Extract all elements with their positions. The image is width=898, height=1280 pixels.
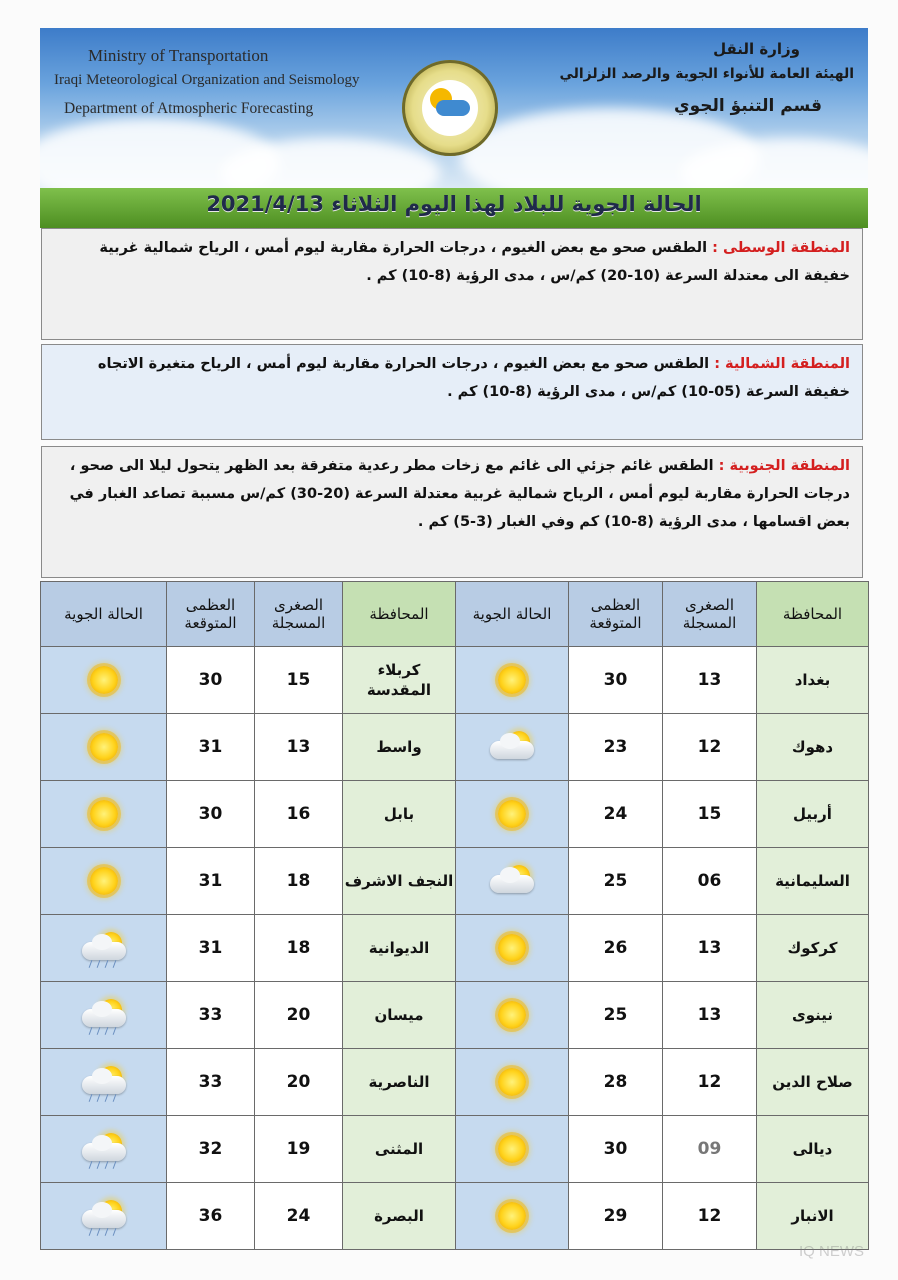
province-name-cell: كركوك xyxy=(757,915,869,982)
sun-icon xyxy=(74,792,134,836)
weather-icon-cell xyxy=(41,781,167,848)
header-max-right: العظمى المتوقعة xyxy=(569,582,663,647)
region-south-label: المنطقة الجنوبية : xyxy=(718,458,850,474)
max-temp-cell: 29 xyxy=(569,1183,663,1250)
region-north-box xyxy=(41,344,863,440)
min-temp-cell: 13 xyxy=(255,714,343,781)
weather-icon-cell xyxy=(456,982,569,1049)
table-row xyxy=(41,647,869,714)
header-province-left: المحافظة xyxy=(343,582,456,647)
max-temp-cell: 31 xyxy=(167,915,255,982)
region-north-text: الطقس صحو مع بعض الغيوم ، درجات الحرارة مقاربة ليوم أمس ، الرياح متغيرة الاتجاه خفيفة السرعة (05-10) كم/س ، مدى الرؤية (8-10) كم . xyxy=(97,356,850,400)
region-south-box xyxy=(41,446,863,578)
min-temp-cell: 24 xyxy=(255,1183,343,1250)
min-temp-cell: 20 xyxy=(255,1049,343,1116)
province-name-cell: واسط xyxy=(343,714,456,781)
min-temp-cell: 18 xyxy=(255,915,343,982)
province-name-cell: دهوك xyxy=(757,714,869,781)
weather-icon-cell xyxy=(41,915,167,982)
min-temp-cell: 06 xyxy=(663,848,757,915)
header-province-right: المحافظة xyxy=(757,582,869,647)
weather-icon-cell xyxy=(41,982,167,1049)
province-name-cell: النجف الاشرف xyxy=(343,848,456,915)
weather-icon-cell xyxy=(456,781,569,848)
province-name-cell: كربلاء المقدسة xyxy=(343,647,456,714)
max-temp-cell: 30 xyxy=(569,647,663,714)
province-name-cell: البصرة xyxy=(343,1183,456,1250)
ministry-name-ar: وزارة النقل xyxy=(713,40,800,58)
weather-icon-cell xyxy=(456,1116,569,1183)
cloud-rain-sun-icon xyxy=(74,1194,134,1238)
province-name-cell: الانبار xyxy=(757,1183,869,1250)
min-temp-cell: 16 xyxy=(255,781,343,848)
partly-cloudy-icon xyxy=(482,859,542,903)
max-temp-cell: 25 xyxy=(569,982,663,1049)
organization-name-ar: الهيئة العامة للأنواء الجوية والرصد الزلزالي xyxy=(559,66,854,82)
province-name-cell: الناصرية xyxy=(343,1049,456,1116)
max-temp-cell: 24 xyxy=(569,781,663,848)
weather-icon-cell xyxy=(41,848,167,915)
region-central-label: المنطقة الوسطى : xyxy=(712,240,850,256)
weather-icon-cell xyxy=(456,1183,569,1250)
max-temp-cell: 30 xyxy=(569,1116,663,1183)
max-temp-cell: 32 xyxy=(167,1116,255,1183)
min-temp-cell: 12 xyxy=(663,714,757,781)
max-temp-cell: 30 xyxy=(167,781,255,848)
province-name-cell: بابل xyxy=(343,781,456,848)
min-temp-cell: 19 xyxy=(255,1116,343,1183)
province-name-cell: صلاح الدين xyxy=(757,1049,869,1116)
header-min-left: الصغرى المسجلة xyxy=(255,582,343,647)
max-temp-cell: 28 xyxy=(569,1049,663,1116)
table-row xyxy=(41,982,869,1049)
header-weather-left: الحالة الجوية xyxy=(41,582,167,647)
min-temp-cell: 13 xyxy=(663,915,757,982)
region-central-text: الطقس صحو مع بعض الغيوم ، درجات الحرارة مقاربة ليوم أمس ، الرياح شمالية غربية خفيفة الى معتدلة السرعة (10-20) كم/س ، مدى الرؤية (8-10) كم . xyxy=(99,240,850,284)
max-temp-cell: 33 xyxy=(167,982,255,1049)
organization-name-en: Iraqi Meteorological Organization and Seismology xyxy=(54,72,360,88)
region-south-text: الطقس غائم جزئي الى غائم مع زخات مطر رعدية متفرقة بعد الظهر يتحول ليلا الى صحو ، درجات الحرارة مقاربة ليوم أمس ، الرياح شمالية غربية معتدلة السرعة (20-30) كم/س مسببة تصاعد الغبار في بعض اقسامها ، مدى الرؤية (8-10) كم وفي الغبار (3-5) كم . xyxy=(69,458,850,530)
table-row xyxy=(41,1049,869,1116)
sun-icon xyxy=(482,658,542,702)
min-temp-cell: 15 xyxy=(663,781,757,848)
sun-icon xyxy=(482,1194,542,1238)
title-bar xyxy=(40,188,868,228)
department-name-en: Department of Atmospheric Forecasting xyxy=(64,100,314,117)
weather-icon-cell xyxy=(41,1116,167,1183)
max-temp-cell: 23 xyxy=(569,714,663,781)
weather-icon-cell xyxy=(456,848,569,915)
min-temp-cell: 18 xyxy=(255,848,343,915)
sun-icon xyxy=(482,1060,542,1104)
max-temp-cell: 25 xyxy=(569,848,663,915)
organization-logo-icon xyxy=(402,60,498,156)
table-row xyxy=(41,781,869,848)
sun-icon xyxy=(74,859,134,903)
sun-icon xyxy=(74,658,134,702)
max-temp-cell: 30 xyxy=(167,647,255,714)
province-name-cell: السليمانية xyxy=(757,848,869,915)
weather-icon-cell xyxy=(456,714,569,781)
min-temp-cell: 13 xyxy=(663,647,757,714)
table-header-row xyxy=(41,582,869,647)
weather-icon-cell xyxy=(456,915,569,982)
partly-cloudy-icon xyxy=(482,725,542,769)
province-name-cell: بغداد xyxy=(757,647,869,714)
min-temp-cell: 20 xyxy=(255,982,343,1049)
cloud-rain-sun-icon xyxy=(74,926,134,970)
provinces-table-wrap xyxy=(40,581,868,1247)
table-row xyxy=(41,1116,869,1183)
watermark: IQ NEWS xyxy=(798,1243,864,1260)
province-name-cell: المثنى xyxy=(343,1116,456,1183)
max-temp-cell: 31 xyxy=(167,714,255,781)
sun-icon xyxy=(482,1127,542,1171)
sun-icon xyxy=(482,792,542,836)
weather-icon-cell xyxy=(41,1183,167,1250)
region-central-box xyxy=(41,228,863,340)
weather-icon-cell xyxy=(41,647,167,714)
max-temp-cell: 36 xyxy=(167,1183,255,1250)
bulletin-header xyxy=(40,28,868,188)
department-name-ar: قسم التنبؤ الجوي xyxy=(674,96,822,116)
min-temp-cell: 09 xyxy=(663,1116,757,1183)
bulletin-title: الحالة الجوية للبلاد لهذا اليوم الثلاثاء 2021/4/13 xyxy=(206,192,702,216)
header-min-right: الصغرى المسجلة xyxy=(663,582,757,647)
ministry-name-en: Ministry of Transportation xyxy=(88,46,269,65)
header-max-left: العظمى المتوقعة xyxy=(167,582,255,647)
region-north-label: المنطقة الشمالية : xyxy=(714,356,850,372)
header-weather-right: الحالة الجوية xyxy=(456,582,569,647)
province-name-cell: نينوى xyxy=(757,982,869,1049)
max-temp-cell: 26 xyxy=(569,915,663,982)
max-temp-cell: 33 xyxy=(167,1049,255,1116)
sun-icon xyxy=(74,725,134,769)
weather-icon-cell xyxy=(41,714,167,781)
table-row xyxy=(41,915,869,982)
cloud-rain-sun-icon xyxy=(74,1127,134,1171)
province-name-cell: ميسان xyxy=(343,982,456,1049)
cloud-rain-sun-icon xyxy=(74,1060,134,1104)
sun-icon xyxy=(482,993,542,1037)
weather-icon-cell xyxy=(41,1049,167,1116)
province-name-cell: ديالى xyxy=(757,1116,869,1183)
cloud-rain-sun-icon xyxy=(74,993,134,1037)
provinces-table xyxy=(40,581,869,1250)
province-name-cell: أربيل xyxy=(757,781,869,848)
min-temp-cell: 13 xyxy=(663,982,757,1049)
min-temp-cell: 12 xyxy=(663,1049,757,1116)
weather-icon-cell xyxy=(456,647,569,714)
table-row xyxy=(41,714,869,781)
min-temp-cell: 12 xyxy=(663,1183,757,1250)
max-temp-cell: 31 xyxy=(167,848,255,915)
province-name-cell: الديوانية xyxy=(343,915,456,982)
sun-icon xyxy=(482,926,542,970)
table-row xyxy=(41,1183,869,1250)
weather-icon-cell xyxy=(456,1049,569,1116)
table-row xyxy=(41,848,869,915)
min-temp-cell: 15 xyxy=(255,647,343,714)
